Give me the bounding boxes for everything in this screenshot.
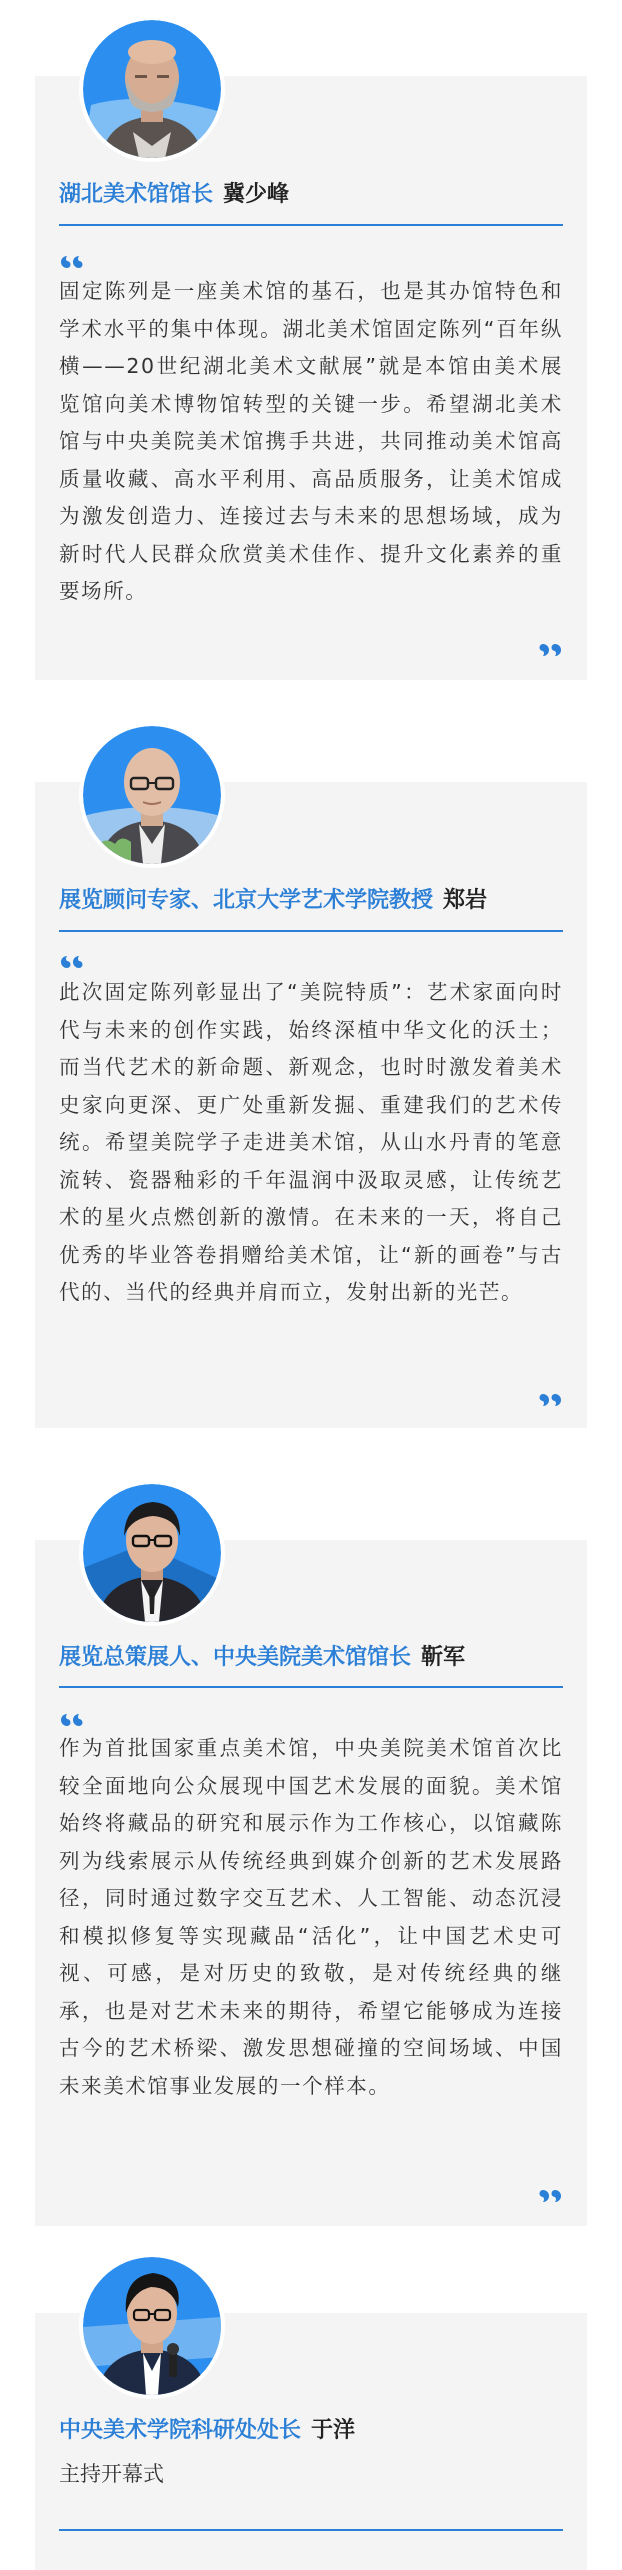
open-quote-icon: [61, 954, 85, 968]
speaker-heading-1: [59, 177, 563, 208]
speaker-title: 湖北美术馆馆长: [59, 182, 214, 207]
heading-divider: [59, 224, 563, 226]
close-quote-icon: [537, 644, 561, 658]
speaker-card-4: [35, 2313, 587, 2570]
speaker-title: 展览顾问专家、北京大学艺术学院教授: [59, 888, 434, 913]
close-quote-icon: [537, 1394, 561, 1408]
quote-paragraph: 固定陈列是一座美术馆的基石，也是其办馆特色和学术水平的集中体现。湖北美术馆固定陈列“百年纵横——20世纪湖北美术文献展”就是本馆由美术展览馆向美术博物馆转型的关键一步。希望湖北美术馆与中央美院美术馆携手共进，共同推动美术馆高质量收藏、高水平利用、高品质服务，让美术馆成为激发创造力、连接过去与未来的思想场域，成为新时代人民群众欣赏美术佳作、提升文化素养的重要场所。: [59, 279, 563, 603]
avatar-jin-jun: [83, 1484, 221, 1622]
speaker-name: 于洋: [311, 2418, 356, 2443]
speaker-heading-4: [59, 2413, 563, 2444]
portrait-avatar-bald-man-glasses: [83, 726, 221, 864]
heading-divider: [59, 930, 563, 932]
speaker-heading-2: [59, 883, 563, 914]
speaker-card-1: [35, 76, 587, 680]
speaker-name: 冀少峰: [223, 182, 290, 207]
avatar-yu-yang: [83, 2257, 221, 2395]
quote-paragraph: 此次固定陈列彰显出了“美院特质”：艺术家面向时代与未来的创作实践，始终深植中华文化的沃土；而当代艺术的新命题、新观念，也时时激发着美术史家向更深、更广处重新发掘、重建我们的艺术传统。希望美院学子走进美术馆，从山水丹青的笔意流转、瓷器釉彩的千年温润中汲取灵感，让传统艺术的星火点燃创新的激情。在未来的一天，将自己优秀的毕业答卷捐赠给美术馆，让“新的画卷”与古代的、当代的经典并肩而立，发射出新的光芒。: [59, 980, 563, 1304]
quote-paragraph: 作为首批国家重点美术馆，中央美院美术馆首次比较全面地向公众展现中国艺术发展的面貌。美术馆始终将藏品的研究和展示作为工作核心，以馆藏陈列为线索展示从传统经典到媒介创新的艺术发展路径，同时通过数字交互艺术、人工智能、动态沉浸和模拟修复等实现藏品“活化”，让中国艺术史可视、可感，是对历史的致敬，是对传统经典的继承，也是对艺术未来的期待，希望它能够成为连接古今的艺术桥梁、激发思想碰撞的空间场域、中国未来美术馆事业发展的一个样本。: [59, 1736, 563, 2098]
speaker-card-3: [35, 1540, 587, 2226]
avatar-zheng-yan: [83, 726, 221, 864]
avatar-ji-shaofeng: [83, 20, 221, 158]
heading-divider: [59, 2529, 563, 2531]
speaker-card-2: [35, 782, 587, 1428]
portrait-avatar-man-glasses: [83, 1484, 221, 1622]
close-quote-icon: [537, 2190, 561, 2204]
speaker-heading-3: [59, 1640, 563, 1671]
open-quote-icon: [61, 254, 85, 268]
speaker-title: 中央美术学院科研处处长: [59, 2418, 302, 2443]
open-quote-icon: [61, 1712, 85, 1726]
speaker-title: 展览总策展人、中央美院美术馆馆长: [59, 1645, 412, 1670]
speaker-name: 靳军: [421, 1645, 466, 1670]
speaker-role: 主持开幕式: [59, 2462, 164, 2486]
portrait-avatar-bald-man: [83, 20, 221, 158]
heading-divider: [59, 1686, 563, 1688]
portrait-avatar-man-microphone: [83, 2257, 221, 2395]
speaker-name: 郑岩: [443, 888, 488, 913]
